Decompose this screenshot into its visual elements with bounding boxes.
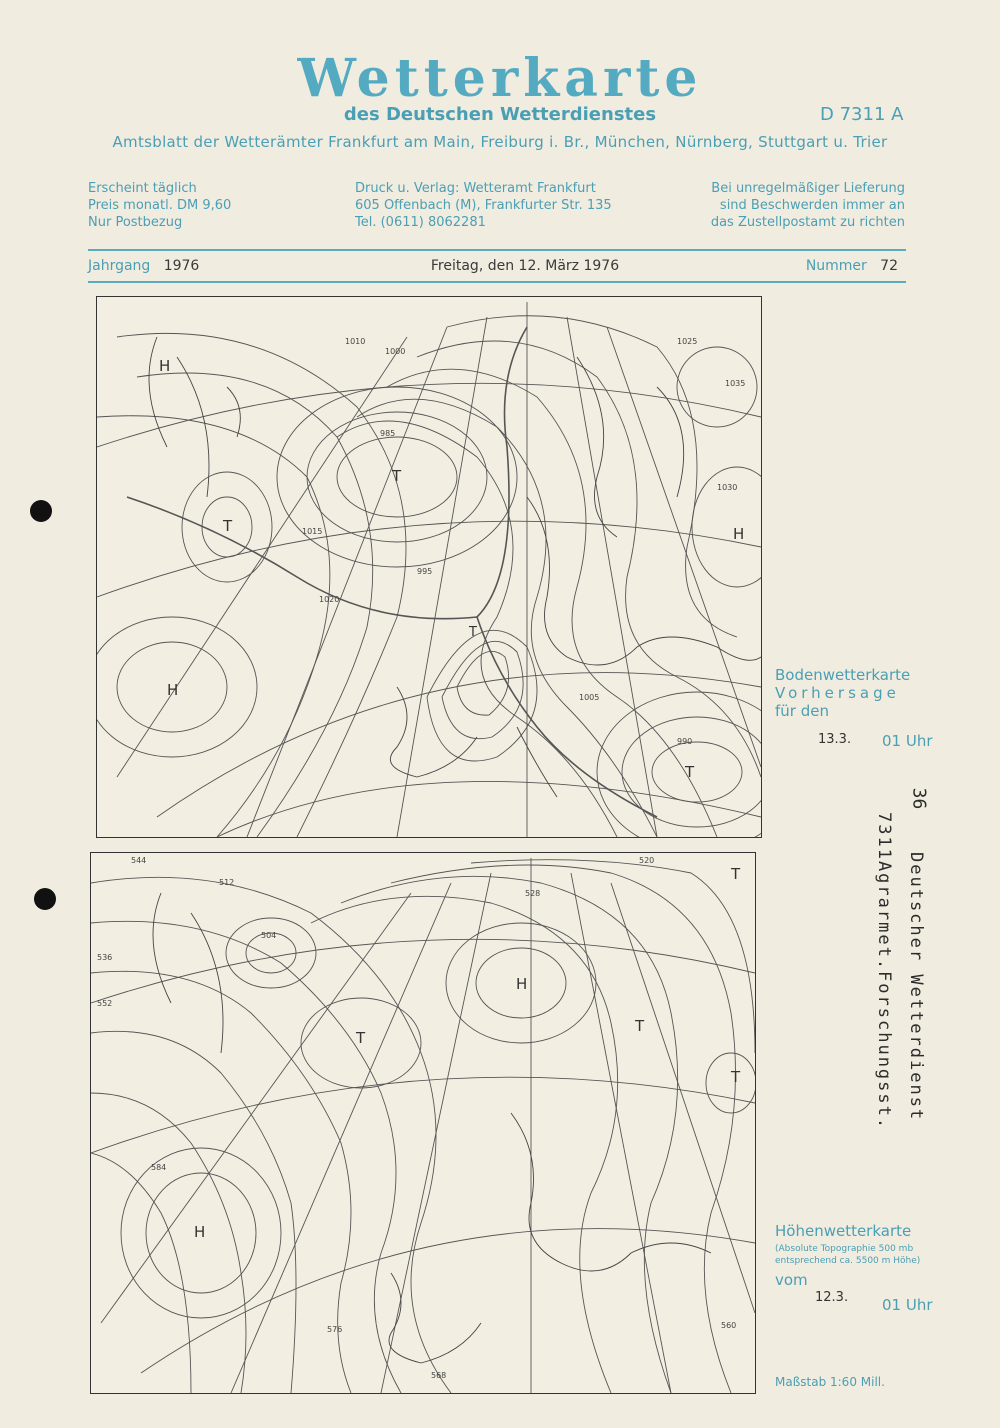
isobar-label: 985 (380, 429, 396, 438)
isobar-label: 1015 (302, 527, 323, 536)
amtsblatt-line: Amtsblatt der Wetterämter Frankfurt am Main, Freiburg i. Br., München, Nürnberg, Stuttgart u. Trier (112, 133, 888, 151)
upper-center-label: T (356, 1029, 366, 1047)
surface-map-title: Bodenwetterkarte (775, 666, 911, 684)
info-left-2: Preis monatl. DM 9,60 (88, 198, 232, 213)
stamp-line-1: 7311Agrarmet.Forschungsst. (874, 812, 894, 1131)
upper-air-map (90, 852, 756, 1394)
punch-hole (30, 500, 52, 522)
info-right-3: das Zustellpostamt zu richten (710, 215, 905, 230)
info-right-1: Bei unregelmäßiger Lieferung (711, 181, 905, 196)
upper-map-time: 01 Uhr (882, 1296, 933, 1314)
surface-map-date: 13.3. (818, 732, 852, 747)
info-right-2: sind Beschwerden immer an (719, 198, 905, 213)
contour-label: 504 (261, 931, 277, 940)
surface-center-label: T (223, 517, 233, 535)
info-center-1: Druck u. Verlag: Wetteramt Frankfurt (355, 181, 596, 196)
upper-center-label: H (194, 1223, 206, 1241)
top-rule (88, 249, 906, 251)
jahrgang: Jahrgang 1976 (88, 258, 200, 274)
info-center-2: 605 Offenbach (M), Frankfurter Str. 135 (355, 198, 612, 213)
info-center-3: Tel. (0611) 8062281 (355, 215, 486, 230)
info-left-3: Nur Postbezug (88, 215, 183, 230)
newspaper-title: Wetterkarte (297, 48, 703, 109)
surface-map (96, 296, 762, 838)
info-left-1: Erscheint täglich (88, 181, 197, 196)
surface-map-for: für den (775, 702, 829, 720)
contour-label: 560 (721, 1321, 737, 1330)
isobar-label: 1020 (319, 595, 340, 604)
surface-center-label: H (733, 525, 745, 543)
subtitle: des Deutschen Wetterdienstes (343, 104, 657, 125)
surface-center-label: T (685, 763, 695, 781)
jahrgang-value: 1976 (163, 258, 200, 274)
contour-label: 536 (97, 953, 113, 962)
upper-map-note: (Absolute Topographie 500 mb entsprechend ca. 5500 m Höhe) (775, 1244, 921, 1266)
isobar-label: 1010 (345, 337, 366, 346)
contour-label: 584 (151, 1163, 167, 1172)
surface-map-time: 01 Uhr (882, 732, 933, 750)
upper-center-label: T (635, 1017, 645, 1035)
isobar-label: 1035 (725, 379, 746, 388)
surface-center-label: H (159, 357, 171, 375)
nummer: Nummer 72 (805, 258, 898, 274)
publisher-info (355, 180, 612, 231)
contour-label: 552 (97, 999, 113, 1008)
isobar-label: 1000 (385, 347, 406, 356)
upper-air-map-drawing (91, 853, 755, 1393)
upper-center-label: H (516, 975, 528, 993)
contour-label: 544 (131, 856, 147, 865)
punch-hole (34, 888, 56, 910)
contour-label: 568 (431, 1371, 447, 1380)
contour-label: 576 (327, 1325, 343, 1334)
scale-label: Maßstab 1:60 Mill. (775, 1375, 885, 1389)
stamp-line-2: Deutscher Wetterdienst (906, 852, 926, 1122)
contour-label: 528 (525, 889, 541, 898)
nummer-value: 72 (880, 258, 898, 274)
surface-map-caption (775, 666, 910, 720)
delivery-info (700, 180, 905, 231)
publication-code: D 7311 A (820, 104, 904, 125)
stamp-number: 36 (908, 787, 930, 810)
isobar-label: 1005 (579, 693, 600, 702)
upper-center-label: T (731, 865, 741, 883)
contour-label: 520 (639, 856, 655, 865)
upper-map-title: Höhenwetterkarte (775, 1222, 912, 1240)
isobar-label: 1025 (677, 337, 698, 346)
contour-label: 512 (219, 878, 235, 887)
surface-center-label: H (167, 681, 179, 699)
library-stamp (868, 788, 938, 1138)
isobar-label: 1030 (717, 483, 738, 492)
surface-center-label: T (469, 625, 477, 640)
surface-map-forecast: Vorhersage (775, 684, 900, 702)
upper-center-label: T (731, 1068, 741, 1086)
isobar-label: 995 (417, 567, 433, 576)
upper-map-vom: vom (775, 1271, 808, 1289)
surface-center-label: T (392, 467, 402, 485)
issue-date: Freitag, den 12. März 1976 (430, 258, 620, 274)
bottom-rule (88, 281, 906, 283)
upper-map-date: 12.3. (815, 1290, 849, 1305)
subscription-info (88, 180, 231, 231)
isobar-label: 990 (677, 737, 693, 746)
